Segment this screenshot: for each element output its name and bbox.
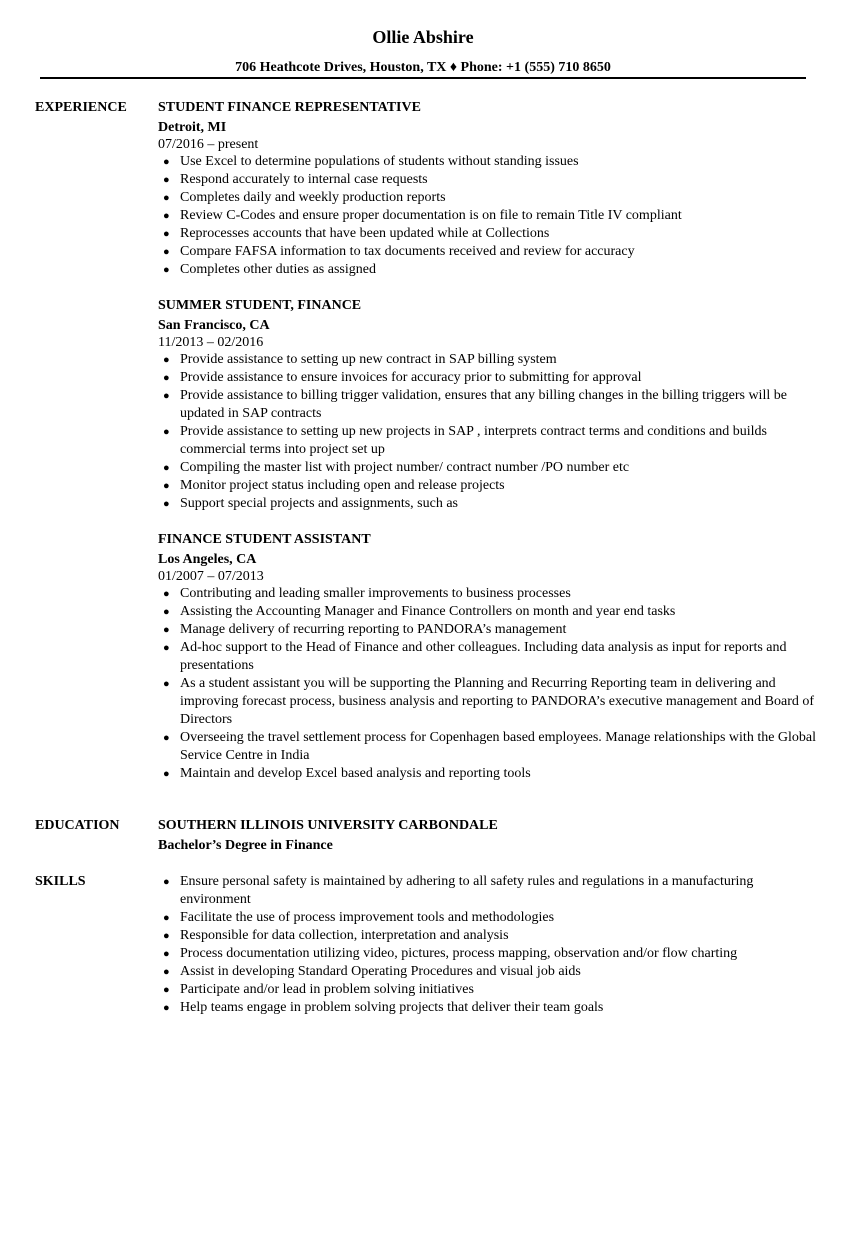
list-item bbox=[158, 153, 818, 171]
bullet-text: Reprocesses accounts that have been updated while at Collections bbox=[180, 226, 550, 241]
skill-text: Process documentation utilizing video, pictures, process mapping, observation and/or flow charting bbox=[180, 946, 738, 961]
bullet-icon: ● bbox=[163, 588, 170, 600]
list-item bbox=[158, 225, 818, 243]
bullet-text: Support special projects and assignments, such as bbox=[180, 496, 459, 511]
bullet-text: As a student assistant you will be supporting the Planning and Recurring Reporting team in delivering and improving forecast process, business analysis and reporting to PANDORA’s executive management and Board of Directors bbox=[180, 676, 815, 727]
job-entry bbox=[158, 297, 818, 513]
bullet-text: Monitor project status including open and release projects bbox=[180, 478, 505, 493]
bullet-text: Overseeing the travel settlement process for Copenhagen based employees. Manage relationships with the Global Service Centre in India bbox=[180, 730, 817, 763]
bullet-text: Provide assistance to setting up new contract in SAP billing system bbox=[180, 352, 557, 367]
experience-body bbox=[158, 99, 818, 801]
bullet-icon: ● bbox=[163, 768, 170, 780]
bullet-icon: ● bbox=[163, 372, 170, 384]
bullet-icon: ● bbox=[163, 1002, 170, 1014]
bullet-text: Assisting the Accounting Manager and Finance Controllers on month and year end tasks bbox=[180, 604, 676, 619]
skills-list bbox=[158, 873, 818, 1017]
bullet-text: Use Excel to determine populations of students without standing issues bbox=[180, 154, 579, 169]
bullet-text: Respond accurately to internal case requests bbox=[180, 172, 428, 187]
list-item bbox=[158, 351, 818, 369]
job-dates: 01/2007 – 07/2013 bbox=[158, 569, 264, 584]
bullet-icon: ● bbox=[163, 678, 170, 690]
job-entry bbox=[158, 531, 818, 783]
section-label-experience: EXPERIENCE bbox=[35, 100, 127, 115]
list-item bbox=[158, 585, 818, 603]
list-item bbox=[158, 189, 818, 207]
list-item bbox=[158, 171, 818, 189]
job-location: Los Angeles, CA bbox=[158, 552, 257, 567]
bullet-icon: ● bbox=[163, 984, 170, 996]
section-label-education: EDUCATION bbox=[35, 818, 120, 833]
bullet-text: Review C-Codes and ensure proper documentation is on file to remain Title IV compliant bbox=[180, 208, 682, 223]
bullet-text: Compare FAFSA information to tax documents received and review for accuracy bbox=[180, 244, 635, 259]
bullet-icon: ● bbox=[163, 210, 170, 222]
job-dates: 07/2016 – present bbox=[158, 137, 259, 152]
list-item bbox=[158, 423, 818, 459]
list-item bbox=[158, 261, 818, 279]
bullet-icon: ● bbox=[163, 930, 170, 942]
list-item bbox=[158, 387, 818, 423]
bullet-text: Contributing and leading smaller improvements to business processes bbox=[180, 586, 571, 601]
skill-text: Responsible for data collection, interpretation and analysis bbox=[180, 928, 509, 943]
bullet-icon: ● bbox=[163, 426, 170, 438]
bullet-text: Completes daily and weekly production reports bbox=[180, 190, 446, 205]
list-item bbox=[158, 603, 818, 621]
bullet-icon: ● bbox=[163, 390, 170, 402]
job-bullets bbox=[158, 153, 818, 279]
bullet-text: Maintain and develop Excel based analysis and reporting tools bbox=[180, 766, 531, 781]
job-bullets bbox=[158, 351, 818, 513]
section-label-skills: SKILLS bbox=[35, 874, 86, 889]
skill-text: Ensure personal safety is maintained by adhering to all safety rules and regulations in a manufacturing environment bbox=[180, 874, 754, 907]
bullet-icon: ● bbox=[163, 462, 170, 474]
list-item bbox=[158, 729, 818, 765]
job-dates: 11/2013 – 02/2016 bbox=[158, 335, 264, 350]
bullet-icon: ● bbox=[163, 480, 170, 492]
job-bullets bbox=[158, 585, 818, 783]
skills-body bbox=[158, 873, 818, 1017]
bullet-icon: ● bbox=[163, 732, 170, 744]
job-title: FINANCE STUDENT ASSISTANT bbox=[158, 532, 371, 547]
bullet-icon: ● bbox=[163, 354, 170, 366]
skill-text: Participate and/or lead in problem solving initiatives bbox=[180, 982, 474, 997]
school-name: SOUTHERN ILLINOIS UNIVERSITY CARBONDALE bbox=[158, 818, 498, 833]
bullet-icon: ● bbox=[163, 498, 170, 510]
list-item bbox=[158, 873, 818, 909]
contact-line: 706 Heathcote Drives, Houston, TX ♦ Phone: +1 (555) 710 8650 bbox=[235, 60, 611, 75]
bullet-text: Provide assistance to billing trigger validation, ensures that any billing changes in the billing triggers will be updated in SAP contracts bbox=[180, 388, 787, 421]
bullet-icon: ● bbox=[163, 156, 170, 168]
list-item bbox=[158, 243, 818, 261]
list-item bbox=[158, 477, 818, 495]
bullet-icon: ● bbox=[163, 642, 170, 654]
bullet-text: Compiling the master list with project number/ contract number /PO number etc bbox=[180, 460, 630, 475]
job-location: Detroit, MI bbox=[158, 120, 227, 135]
bullet-text: Manage delivery of recurring reporting to PANDORA’s management bbox=[180, 622, 567, 637]
skill-text: Assist in developing Standard Operating Procedures and visual job aids bbox=[180, 964, 581, 979]
list-item bbox=[158, 945, 818, 963]
degree: Bachelor’s Degree in Finance bbox=[158, 838, 333, 853]
bullet-icon: ● bbox=[163, 912, 170, 924]
bullet-text: Completes other duties as assigned bbox=[180, 262, 376, 277]
job-title: STUDENT FINANCE REPRESENTATIVE bbox=[158, 100, 421, 115]
bullet-icon: ● bbox=[163, 876, 170, 888]
list-item bbox=[158, 999, 818, 1017]
list-item bbox=[158, 495, 818, 513]
bullet-text: Provide assistance to ensure invoices for accuracy prior to submitting for approval bbox=[180, 370, 642, 385]
bullet-icon: ● bbox=[163, 264, 170, 276]
list-item bbox=[158, 981, 818, 999]
list-item bbox=[158, 927, 818, 945]
bullet-icon: ● bbox=[163, 606, 170, 618]
list-item bbox=[158, 459, 818, 477]
job-entry bbox=[158, 99, 818, 279]
education-body bbox=[158, 817, 818, 855]
header-divider bbox=[40, 77, 806, 79]
list-item bbox=[158, 675, 818, 729]
bullet-icon: ● bbox=[163, 192, 170, 204]
list-item bbox=[158, 963, 818, 981]
job-location: San Francisco, CA bbox=[158, 318, 270, 333]
bullet-icon: ● bbox=[163, 966, 170, 978]
skill-text: Help teams engage in problem solving projects that deliver their team goals bbox=[180, 1000, 604, 1015]
skill-text: Facilitate the use of process improvement tools and methodologies bbox=[180, 910, 555, 925]
list-item bbox=[158, 369, 818, 387]
list-item bbox=[158, 909, 818, 927]
bullet-text: Provide assistance to setting up new projects in SAP , interprets contract terms and conditions and builds commercial terms into project set up bbox=[180, 424, 767, 457]
bullet-icon: ● bbox=[163, 246, 170, 258]
bullet-icon: ● bbox=[163, 624, 170, 636]
bullet-icon: ● bbox=[163, 948, 170, 960]
bullet-icon: ● bbox=[163, 228, 170, 240]
job-title: SUMMER STUDENT, FINANCE bbox=[158, 298, 362, 313]
bullet-text: Ad-hoc support to the Head of Finance and other colleagues. Including data analysis as input for reports and presentations bbox=[180, 640, 787, 673]
list-item bbox=[158, 621, 818, 639]
list-item bbox=[158, 207, 818, 225]
list-item bbox=[158, 765, 818, 783]
list-item bbox=[158, 639, 818, 675]
bullet-icon: ● bbox=[163, 174, 170, 186]
candidate-name: Ollie Abshire bbox=[372, 27, 474, 47]
